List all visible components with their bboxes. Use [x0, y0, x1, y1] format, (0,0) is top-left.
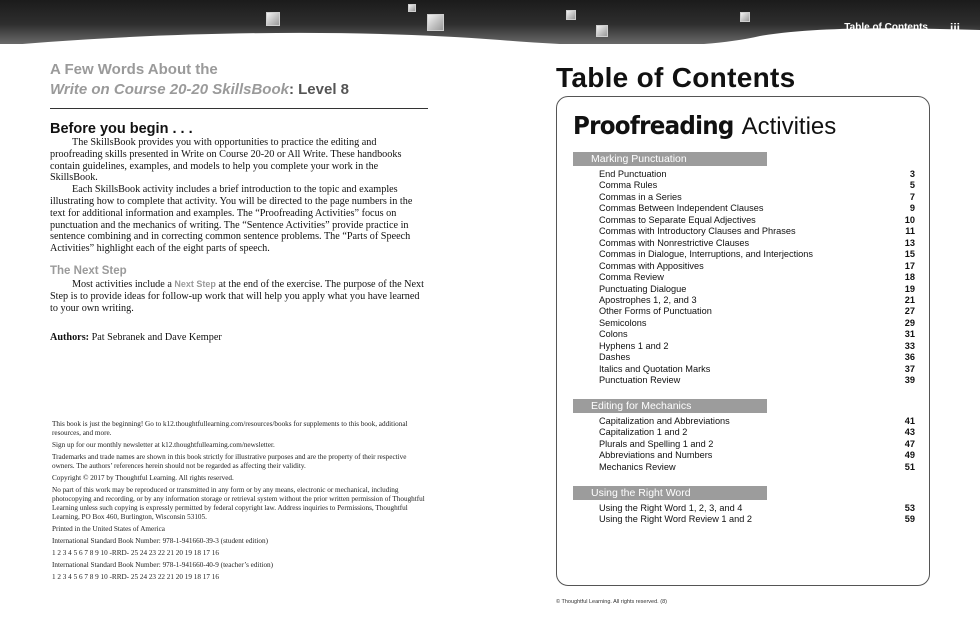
- legal-line: Sign up for our monthly newsletter at k12.thoughtfullearning.com/newsletter.: [52, 441, 275, 449]
- toc-entry-page: 29: [904, 317, 915, 328]
- toc-entry-title: Apostrophes 1, 2, and 3: [599, 294, 697, 305]
- next-step-inline-label: Next Step: [174, 278, 216, 289]
- toc-entry: [573, 261, 915, 272]
- toc-entry: [573, 352, 915, 363]
- legal-line: This book is just the beginning! Go to k12.thoughtfullearning.com/resources/books for supplements to this book, additional resources, and more.: [52, 420, 408, 437]
- toc-entry: [573, 427, 915, 438]
- toc-entry-title: Commas in a Series: [599, 191, 682, 202]
- intro-title-line2: [50, 80, 428, 100]
- legal-line: Copyright © 2017 by Thoughtful Learning. All rights reserved.: [52, 474, 234, 482]
- toc-entry: [573, 329, 915, 340]
- intro-paragraph-1: The SkillsBook provides you with opportunities to practice the editing and proofreading skills presented in Write on Course 20-20 or All Write. These handbooks contain guidelines, examples, and models to help you complete your work in the SkillsBook.: [50, 137, 402, 184]
- toc-entry: [573, 180, 915, 191]
- toc-entry-title: Capitalization 1 and 2: [599, 427, 688, 438]
- next-step-heading: The Next Step: [50, 264, 127, 277]
- decorative-square: [566, 10, 576, 20]
- toc-entry: [573, 450, 915, 461]
- header-wave: [0, 24, 980, 44]
- toc-entry-page: 10: [904, 214, 915, 225]
- toc-entry-page: 59: [904, 514, 915, 525]
- next-step-text-before: Most activities include a: [72, 278, 172, 290]
- toc-entry-title: Plurals and Spelling 1 and 2: [599, 438, 714, 449]
- section-header: Editing for Mechanics: [573, 399, 767, 413]
- toc-entry-page: 53: [904, 503, 915, 513]
- section-entries: [573, 416, 915, 473]
- authors-label: Authors:: [50, 332, 90, 344]
- toc-entry-page: 5: [909, 180, 915, 191]
- legal-line: International Standard Book Number: 978-1-941660-40-9 (teacher’s edition): [52, 561, 274, 569]
- toc-entry: [573, 503, 915, 514]
- toc-entry-page: 19: [904, 283, 915, 294]
- authors-names: Pat Sebranek and Dave Kemper: [91, 332, 222, 344]
- toc-entry-title: Using the Right Word 1, 2, 3, and 4: [599, 503, 743, 513]
- book-level: : Level 8: [288, 81, 349, 98]
- toc-entry: [573, 192, 915, 203]
- intro-title-line1: A Few Words About the: [50, 61, 218, 78]
- toc-entry-title: Italics and Quotation Marks: [599, 363, 711, 374]
- toc-entry-title: Punctuation Review: [599, 375, 681, 386]
- toc-section-marking-punctuation: [573, 152, 915, 387]
- toc-entry-page: 13: [904, 237, 915, 248]
- footer-copyright: © Thoughtful Learning. All rights reserved. (8): [556, 599, 667, 605]
- toc-entry-page: 17: [904, 260, 915, 271]
- toc-entry: [573, 169, 915, 180]
- toc-entry-title: Commas with Appositives: [599, 260, 704, 271]
- legal-block: [52, 420, 430, 585]
- toc-entry-title: Using the Right Word Review 1 and 2: [599, 514, 753, 525]
- next-step-text-after: at the end of the exercise. The purpose of the Next Step is to provide ideas for follow-up work that will help you apply what you have learned to your own writing.: [50, 278, 424, 314]
- toc-entry-title: End Punctuation: [599, 169, 667, 179]
- toc-entry: [573, 306, 915, 317]
- toc-entry-title: Commas Between Independent Clauses: [599, 203, 764, 214]
- toc-entry-page: 41: [904, 416, 915, 426]
- toc-entry-title: Comma Review: [599, 272, 664, 283]
- toc-section-right-word: [573, 486, 915, 526]
- toc-entry: [573, 416, 915, 427]
- toc-entry: [573, 215, 915, 226]
- toc-entry-page: 49: [904, 450, 915, 461]
- toc-heading: [573, 111, 836, 141]
- toc-entry-page: 43: [904, 427, 915, 438]
- before-heading: Before you begin . . .: [50, 121, 193, 137]
- decorative-square: [740, 12, 750, 22]
- header-band: [0, 0, 980, 44]
- toc-entry-page: 27: [904, 306, 915, 317]
- toc-entry: [573, 295, 915, 306]
- toc-entry-page: 11: [905, 226, 915, 237]
- toc-entry-title: Mechanics Review: [599, 461, 676, 472]
- book-title: Write on Course 20-20 SkillsBook: [50, 81, 289, 98]
- toc-entry-title: Dashes: [599, 352, 631, 363]
- toc-entry-title: Commas with Nonrestrictive Clauses: [599, 237, 750, 248]
- section-header: Marking Punctuation: [573, 152, 767, 166]
- toc-entry-page: 9: [909, 203, 915, 214]
- legal-line: No part of this work may be reproduced or transmitted in any form or by any means, electronic or mechanical, including photocopying and recording, or by any information storage or retrieval system without the prior written permission of Thoughtful Learning unless such copying is expressly permitted by federal copyright law. Address inquiries to Permissions, Thoughtful Learning, PO Box 460, Burlington, Wisconsin 53105.: [52, 486, 425, 521]
- legal-line: Printed in the United States of America: [52, 525, 165, 533]
- toc-entry-page: 37: [904, 363, 915, 374]
- section-header: Using the Right Word: [573, 486, 767, 500]
- toc-entry: [573, 203, 915, 214]
- toc-entry: [573, 318, 915, 329]
- toc-entry: [573, 462, 915, 473]
- divider: [50, 108, 428, 109]
- toc-entry: [573, 375, 915, 386]
- toc-entry-title: Other Forms of Punctuation: [599, 306, 712, 317]
- toc-entry-title: Colons: [599, 329, 628, 340]
- toc-entry-page: 51: [904, 461, 915, 472]
- toc-entry-page: 33: [904, 340, 915, 351]
- toc-entry-page: 7: [909, 191, 915, 202]
- next-step-paragraph: [50, 279, 428, 314]
- section-entries: [573, 503, 915, 526]
- toc-entry-title: Commas in Dialogue, Interruptions, and Interjections: [599, 249, 813, 260]
- toc-entry-page: 15: [904, 249, 915, 260]
- legal-line: 1 2 3 4 5 6 7 8 9 10 -RRD- 25 24 23 22 21 20 19 18 17 16: [52, 549, 219, 557]
- toc-entry-title: Commas to Separate Equal Adjectives: [599, 214, 756, 225]
- legal-line: 1 2 3 4 5 6 7 8 9 10 -RRD- 25 24 23 22 21 20 19 18 17 16: [52, 573, 219, 581]
- section-entries: [573, 169, 915, 387]
- toc-entry: [573, 439, 915, 450]
- toc-entry: [573, 364, 915, 375]
- toc-entry-page: 31: [904, 329, 915, 340]
- authors-line: [50, 332, 428, 343]
- toc-entry-title: Hyphens 1 and 2: [599, 340, 669, 351]
- toc-heading-bold: Proofreading: [573, 111, 734, 140]
- toc-entry: [573, 272, 915, 283]
- header-section-title: Table of Contents: [844, 22, 928, 33]
- toc-entry-page: 47: [904, 438, 915, 449]
- toc-entry-page: 21: [904, 294, 915, 305]
- header-page-number: iii: [949, 21, 960, 35]
- toc-entry: [573, 341, 915, 352]
- toc-entry: [573, 238, 915, 249]
- toc-entry-page: 39: [904, 375, 915, 386]
- toc-entry-title: Abbreviations and Numbers: [599, 450, 713, 461]
- toc-entry-page: 3: [909, 169, 915, 179]
- left-page: [50, 60, 428, 343]
- toc-entry-title: Semicolons: [599, 317, 647, 328]
- toc-entry-page: 18: [904, 272, 915, 283]
- toc-entry: [573, 249, 915, 260]
- legal-line: Trademarks and trade names are shown in this book strictly for illustrative purposes and are the property of their respective owners. The authors’ references herein should not be regarded as affecting their validity.: [52, 453, 407, 470]
- toc-entry-title: Punctuating Dialogue: [599, 283, 687, 294]
- toc-heading-light: Activities: [741, 113, 837, 140]
- toc-entry: [573, 284, 915, 295]
- toc-entry: [573, 514, 915, 525]
- legal-line: International Standard Book Number: 978-1-941660-39-3 (student edition): [52, 537, 268, 545]
- intro-title: [50, 60, 428, 100]
- toc-entry-title: Comma Rules: [599, 180, 658, 191]
- toc-box: [556, 96, 930, 586]
- intro-paragraph-2: Each SkillsBook activity includes a brief introduction to the topic and examples illustrating how to complete that activity. You will be directed to the page numbers in the text for additional information and examples. The “Proofreading Activities” focus on punctuation and the mechanics of writing. The “Sentence Activities” provide practice in sentence combining and in correcting common sentence problems. The “Parts of Speech Activities” highlight each of the eight parts of speech.: [50, 184, 413, 255]
- toc-entry: [573, 226, 915, 237]
- toc-section-editing-mechanics: [573, 399, 915, 473]
- toc-entry-title: Commas with Introductory Clauses and Phrases: [599, 226, 796, 237]
- toc-entry-page: 36: [904, 352, 915, 363]
- page-title: Table of Contents: [556, 62, 796, 93]
- decorative-square: [408, 4, 416, 12]
- toc-entry-title: Capitalization and Abbreviations: [599, 416, 730, 426]
